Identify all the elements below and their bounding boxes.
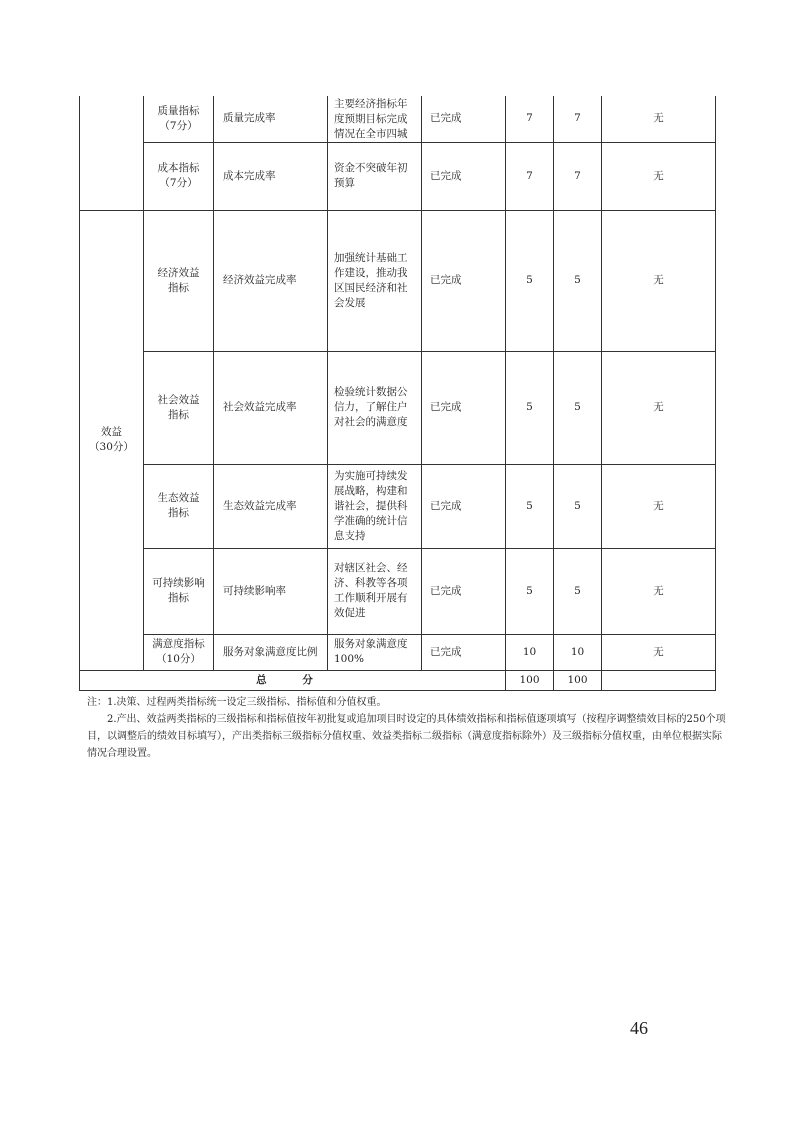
level2-cell: 质量指标 （7分） — [144, 96, 214, 142]
score-cell: 10 — [554, 634, 602, 670]
deduction-cell: 无 — [602, 96, 716, 142]
target-cell: 服务对象满意度100% — [328, 634, 422, 670]
note-line-2: 2.产出、效益两类指标的三级指标和指标值按年初批复或追加项目时设定的具体绩效指标和指标值逐项填写（按程序调整绩效目标的250个项目，以调整后的绩效目标填写），产出类指标三级指标分值权重、效益类指标二级指标（满意度指标除外）及三级指标分值权重，由单位根据实际情况合理设置。 — [87, 714, 726, 759]
score-cell: 5 — [554, 548, 602, 634]
level3-cell: 成本完成率 — [214, 142, 328, 210]
deduction-cell: 无 — [602, 634, 716, 670]
deduction-cell: 无 — [602, 464, 716, 548]
weight-cell: 7 — [506, 142, 554, 210]
weight-cell: 5 — [506, 464, 554, 548]
result-cell: 已完成 — [422, 210, 506, 351]
level2-cell: 经济效益 指标 — [144, 210, 214, 351]
level3-cell: 经济效益完成率 — [214, 210, 328, 351]
table-row — [80, 210, 716, 351]
note-line-1: 注：1.决策、过程两类指标统一设定三级指标、指标值和分值权重。 — [87, 697, 387, 708]
total-score-cell: 100 — [554, 670, 602, 690]
score-cell: 5 — [554, 210, 602, 351]
target-cell: 主要经济指标年度预期目标完成情况在全市四城 — [328, 96, 422, 142]
score-cell: 5 — [554, 351, 602, 464]
score-cell: 5 — [554, 464, 602, 548]
level2-cell: 可持续影响 指标 — [144, 548, 214, 634]
page-number: 46 — [630, 1018, 648, 1038]
table-row — [80, 464, 716, 548]
score-cell: 7 — [554, 96, 602, 142]
result-cell: 已完成 — [422, 142, 506, 210]
deduction-cell: 无 — [602, 142, 716, 210]
total-weight-cell: 100 — [506, 670, 554, 690]
deduction-cell: 无 — [602, 351, 716, 464]
weight-cell: 5 — [506, 210, 554, 351]
deduction-cell: 无 — [602, 210, 716, 351]
level3-cell: 服务对象满意度比例 — [214, 634, 328, 670]
weight-cell: 7 — [506, 96, 554, 142]
result-cell: 已完成 — [422, 96, 506, 142]
category-cell-output — [80, 96, 144, 210]
level2-cell: 生态效益 指标 — [144, 464, 214, 548]
table-row — [80, 142, 716, 210]
level3-cell: 质量完成率 — [214, 96, 328, 142]
weight-cell: 5 — [506, 351, 554, 464]
performance-table — [79, 96, 716, 691]
table-row — [80, 96, 716, 142]
target-cell: 检验统计数据公信力，了解住户对社会的满意度 — [328, 351, 422, 464]
target-cell: 资金不突破年初预算 — [328, 142, 422, 210]
level3-cell: 社会效益完成率 — [214, 351, 328, 464]
level3-cell: 可持续影响率 — [214, 548, 328, 634]
target-cell: 加强统计基础工作建设，推动我区国民经济和社会发展 — [328, 210, 422, 351]
target-cell: 对辖区社会、经济、科教等各项工作顺利开展有效促进 — [328, 548, 422, 634]
result-cell: 已完成 — [422, 634, 506, 670]
category-cell-benefit: 效益 （30分） — [80, 210, 144, 670]
total-deduction-cell — [602, 670, 716, 690]
weight-cell: 10 — [506, 634, 554, 670]
result-cell: 已完成 — [422, 351, 506, 464]
table-row — [80, 548, 716, 634]
level2-cell: 成本指标 （7分） — [144, 142, 214, 210]
table-row — [80, 634, 716, 670]
level3-cell: 生态效益完成率 — [214, 464, 328, 548]
level2-cell: 满意度指标 （10分） — [144, 634, 214, 670]
table-row — [80, 351, 716, 464]
total-label: 总 分 — [80, 670, 506, 690]
result-cell: 已完成 — [422, 464, 506, 548]
weight-cell: 5 — [506, 548, 554, 634]
level2-cell: 社会效益 指标 — [144, 351, 214, 464]
target-cell: 为实施可持续发展战略，构建和谐社会，提供科学准确的统计信息支持 — [328, 464, 422, 548]
deduction-cell: 无 — [602, 548, 716, 634]
total-row — [80, 670, 716, 690]
result-cell: 已完成 — [422, 548, 506, 634]
table-notes — [87, 694, 727, 762]
score-cell: 7 — [554, 142, 602, 210]
